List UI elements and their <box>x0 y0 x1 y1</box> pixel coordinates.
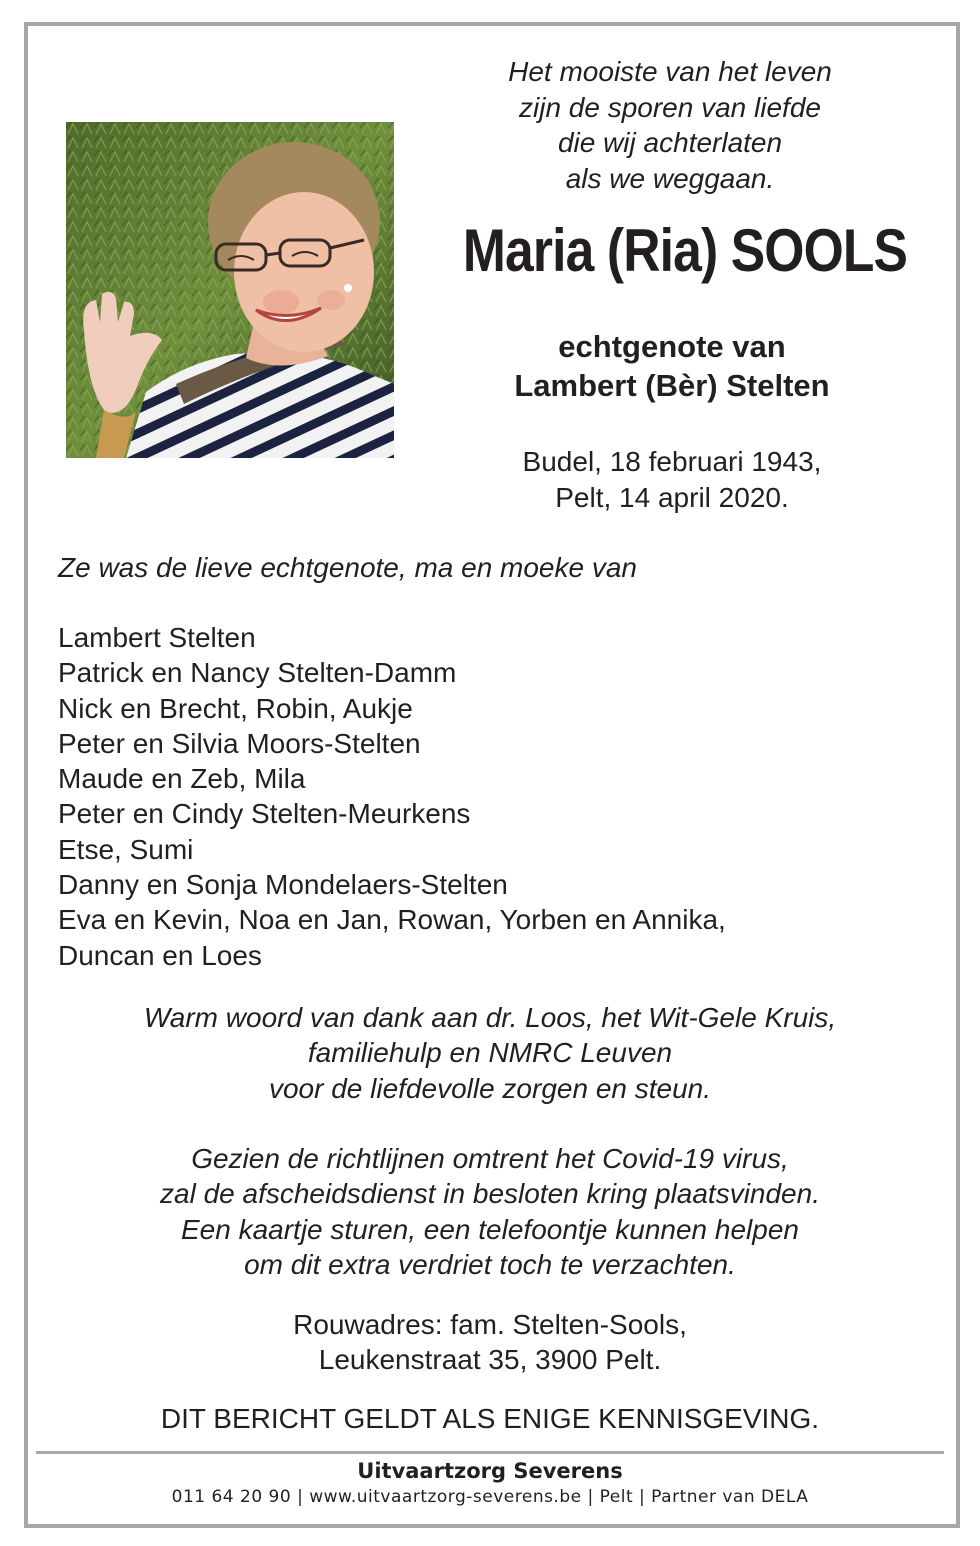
portrait-illustration <box>66 122 394 458</box>
covid-line: zal de afscheidsdienst in besloten kring plaatsvinden. <box>160 1178 820 1210</box>
covid-line: Gezien de richtlijnen omtrent het Covid-19 virus, <box>191 1143 789 1174</box>
quote-line: als we weggaan. <box>565 162 775 194</box>
funeral-home-name: Uitvaartzorg Severens <box>357 1459 623 1483</box>
quote-line: Het mooiste van het leven <box>508 56 832 87</box>
birth-date: Budel, 18 februari 1943, <box>522 446 822 477</box>
memorial-quote <box>440 54 900 196</box>
quote-line: zijn de sporen van liefde <box>519 91 821 123</box>
quote-line: die wij achterlaten <box>557 127 783 158</box>
family-member: Duncan en Loes <box>58 939 262 971</box>
family-member: Danny en Sonja Mondelaers-Stelten <box>58 869 508 901</box>
spouse-block <box>440 327 904 405</box>
covid-notice <box>30 1141 950 1282</box>
death-date: Pelt, 14 april 2020. <box>555 482 789 513</box>
thanks-line: voor de liefdevolle zorgen en steun. <box>268 1072 712 1104</box>
funeral-home-info: 011 64 20 90 | www.uitvaartzorg-severens.be | Pelt | Partner van DELA <box>171 1487 809 1507</box>
address-line: Rouwadres: fam. Stelten-Sools, <box>293 1309 687 1340</box>
life-dates <box>440 444 904 516</box>
deceased-name: Maria (Ria) SOOLS <box>462 217 908 284</box>
family-list <box>58 620 918 973</box>
portrait-photo <box>66 122 394 458</box>
covid-line: om dit extra verdriet toch te verzachten. <box>244 1248 736 1280</box>
family-member: Patrick en Nancy Stelten-Damm <box>58 657 457 689</box>
family-member: Maude en Zeb, Mila <box>58 763 306 795</box>
family-member: Peter en Silvia Moors-Stelten <box>58 727 421 759</box>
family-member: Eva en Kevin, Noa en Jan, Rowan, Yorben en Annika, <box>58 904 726 936</box>
footer-divider <box>36 1451 944 1454</box>
thanks-message <box>30 1000 950 1106</box>
thanks-line: Warm woord van dank aan dr. Loos, het Wit-Gele Kruis, <box>143 1002 837 1033</box>
covid-line: Een kaartje sturen, een telefoontje kunnen helpen <box>180 1213 799 1245</box>
family-member: Lambert Stelten <box>58 622 256 653</box>
family-intro: Ze was de lieve echtgenote, ma en moeke van <box>58 552 638 583</box>
family-member: Peter en Cindy Stelten-Meurkens <box>58 798 471 830</box>
thanks-line: familiehulp en NMRC Leuven <box>307 1037 673 1069</box>
mourning-address <box>30 1307 950 1378</box>
official-notice: DIT BERICHT GELDT ALS ENIGE KENNISGEVING. <box>160 1403 820 1434</box>
spouse-name: Lambert (Bèr) Stelten <box>514 368 830 403</box>
address-line: Leukenstraat 35, 3900 Pelt. <box>318 1344 662 1376</box>
family-member: Etse, Sumi <box>58 833 194 865</box>
spouse-relation: echtgenote van <box>558 329 786 364</box>
family-member: Nick en Brecht, Robin, Aukje <box>58 692 413 724</box>
